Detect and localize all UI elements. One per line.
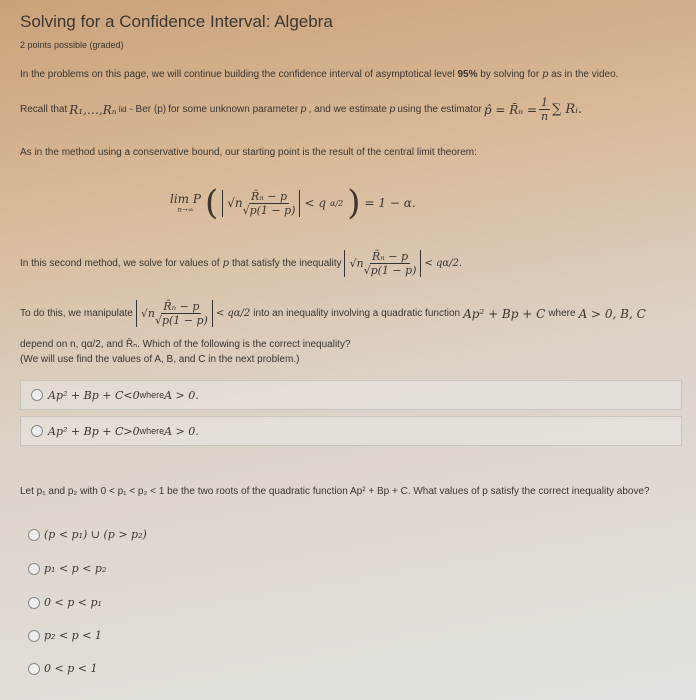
radio-button[interactable] — [28, 630, 40, 642]
manipulate-line2: depend on n, qα/2, and R̄ₙ. Which of the following is the correct inequality? — [20, 339, 351, 350]
radio-button[interactable] — [31, 389, 43, 401]
radio-button[interactable] — [28, 563, 40, 575]
manipulate-text: To do this, we manipulate √n $\frac{\text{R̄ₙ − p}}{√p(1 - p)}$ < qα/2 into an inequality involving a quadratic function Ap² + Bp + C where A > 0, B, C — [20, 300, 646, 327]
manipulate-line3: (We will use find the values of A, B, and C in the next problem.) — [20, 354, 300, 365]
option-p2-to-one[interactable]: p₂ < p < 1 — [28, 629, 102, 642]
question-2-text: Let p₁ and p₂ with 0 < p₁ < p₂ < 1 be the two roots of the quadratic function Ap² + Bp + C. What values of p satisfy the correct inequality above? — [20, 486, 650, 497]
option-zero-to-one[interactable]: 0 < p < 1 — [28, 662, 97, 675]
radio-button[interactable] — [31, 425, 43, 437]
second-method-text: In this second method, we solve for values of p that satisfy the inequality √n $\frac{\text{R̄ₙ − p}}{√p(1 - p)}$ < qα/2. — [20, 250, 463, 277]
intro-text: In the problems on this page, we will continue building the confidence interval of asymptotical level 95% by solving for p as in the video. — [20, 69, 619, 80]
page-title: Solving for a Confidence Interval: Algebra — [20, 12, 333, 31]
option-less-than-zero[interactable]: Ap² + Bp + C<0 where A > 0. — [20, 380, 682, 410]
option-greater-than-zero[interactable]: Ap² + Bp + C>0 where A > 0. — [20, 416, 682, 446]
option-outside-roots[interactable]: (p < p₁) ∪ (p > p₂) — [28, 528, 147, 541]
recall-text: Recall that R₁,…,Rₙ iid ~ Ber (p) for some unknown parameter p , and we estimate p using the estimator p̂ = R̄ₙ = $\frac{1}{n}$ ∑ Rᵢ. — [20, 96, 582, 123]
option-zero-to-p1[interactable]: 0 < p < p₁ — [28, 596, 102, 609]
clt-formula: lim P n→∞ ( √n $\frac{\text{R̄ₙ − p}}{√p(1 - p)}$ < q α/2 ) = 1 − α. — [170, 183, 416, 223]
radio-button[interactable] — [28, 529, 40, 541]
radio-button[interactable] — [28, 663, 40, 675]
points-label: 2 points possible (graded) — [20, 40, 124, 50]
radio-button[interactable] — [28, 597, 40, 609]
clt-text: As in the method using a conservative bound, our starting point is the result of the central limit theorem: — [20, 147, 477, 158]
option-between-roots[interactable]: p₁ < p < p₂ — [28, 562, 106, 575]
